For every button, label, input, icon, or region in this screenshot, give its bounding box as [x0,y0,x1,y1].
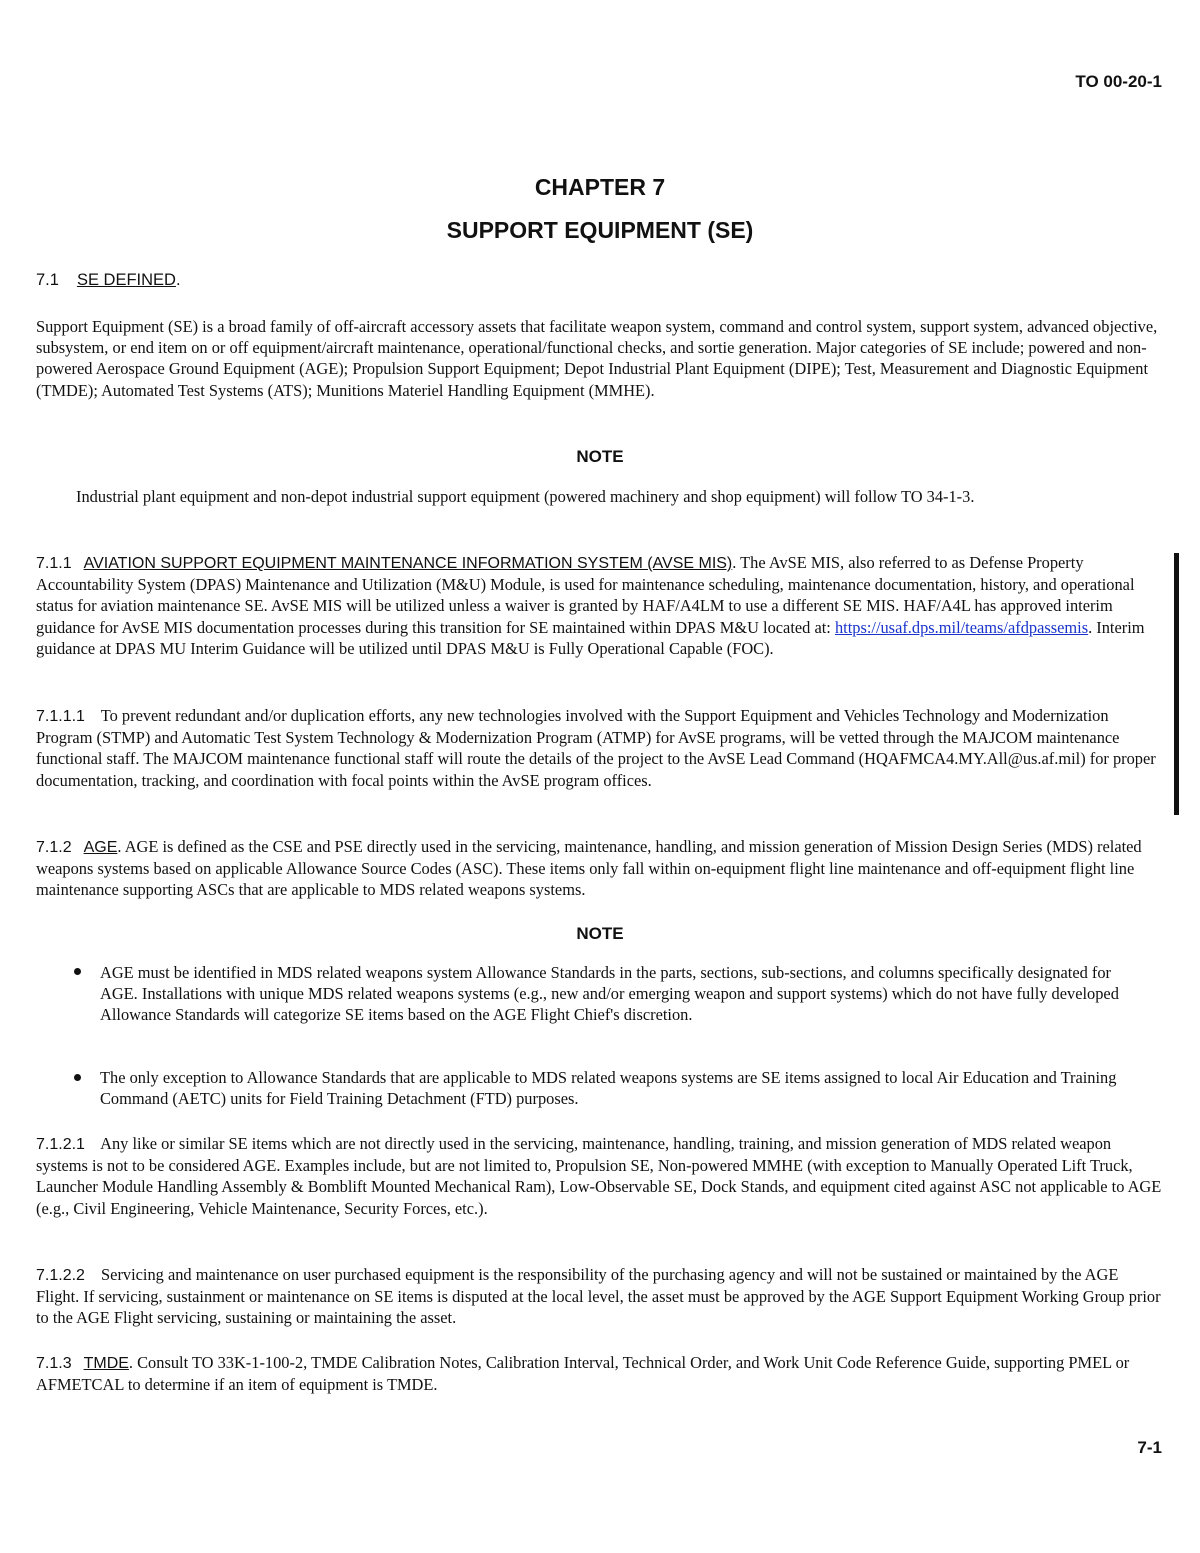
section-text: The AvSE MIS, also referred to as Defense Property Accountability System (DPAS) Maintenance and Utilization (M&U) Module, is used for maintenance scheduling, maintenance documentation, history, and operational status for aviation maintenance SE. AvSE MIS will be utilized unless a waiver is granted by HAF/A4LM to use a different SE MIS. HAF/A4L has approved interim guidance for AvSE MIS documentation processes during this transition for SE maintained within DPAS M&U located at: [36,553,1135,637]
section-7-1-3: 7.1.3 TMDE. Consult TO 33K-1-100-2, TMDE Calibration Notes, Calibration Interval, Technical Order, and Work Unit Code Reference Guide, supporting PMEL or AFMETCAL to determine if an item of equipment is TMDE. [36,1353,1130,1395]
note-bullet: The only exception to Allowance Standards that are applicable to MDS related weapons systems are SE items assigned to local Air Education and Training Command (AETC) units for Field Training Detachment (FTD) purposes. [100,1068,1117,1109]
section-number: 7.1.1 [36,555,72,572]
section-7-1-2-1 [36,1133,1162,1219]
section-7-1-2: 7.1.2 AGE. AGE is defined as the CSE and PSE directly used in the servicing, maintenance, handling, and mission generation of Mission Design Series (MDS) related weapons systems based on applicable Allowance Source Codes (ASC). These items only fall within on-equipment flight line maintenance and off-equipment flight line maintenance supporting ASCs that are applicable to MDS related weapons systems. [36,837,1142,900]
document-id: TO 00-20-1 [1075,72,1162,91]
section-number: 7.1.2.2 [36,1267,85,1284]
note-text: Industrial plant equipment and non-depot industrial support equipment (powered machinery and shop equipment) will follow TO 34-1-3. [76,487,975,506]
section-number: 7.1.3 [36,1355,72,1372]
section-7-1-heading: 7.1 SE DEFINED. [36,271,181,289]
section-text: To prevent redundant and/or duplication efforts, any new technologies involved with the Support Equipment and Vehicles Technology and Modernization Program (STMP) and Automatic Test System Technology & Modernization Program (ATMP) for AvSE programs, will be vetted through the MAJCOM maintenance functional staff. The MAJCOM maintenance functional staff will route the details of the project to the AvSE Lead Command (HQAFMCA4.MY.All@us.af.mil) for proper documentation, tracking, and coordination with focal points within the AvSE program offices. [36,706,1156,790]
section-number: 7.1.1.1 [36,708,85,725]
section-text: Servicing and maintenance on user purchased equipment is the responsibility of the purchasing agency and will not be sustained or maintained by the AGE Flight. If servicing, sustainment or maintenance on SE items is disputed at the local level, the asset must be approved by the AGE Support Equipment Working Group prior to the AGE Flight servicing, sustaining or maintaining the asset. [36,1265,1161,1328]
section-text: Consult TO 33K-1-100-2, TMDE Calibration Notes, Calibration Interval, Technical Order, and Work Unit Code Reference Guide, supporting PMEL or AFMETCAL to determine if an item of equipment is TMDE. [36,1353,1130,1395]
section-7-1-2-2 [36,1264,1162,1329]
section-number: 7.1 [36,271,59,289]
chapter-number: CHAPTER 7 [534,174,666,200]
section-7-1-1-1 [36,705,1162,791]
note-heading: NOTE [576,924,624,943]
section-number: 7.1.2.1 [36,1136,85,1153]
bullet-dot-icon [74,1074,81,1081]
section-text: AGE is defined as the CSE and PSE directly used in the servicing, maintenance, handling, and mission generation of Mission Design Series (MDS) related weapons systems based on applicable Allowance Source Codes (ASC). These items only fall within on-equipment flight line maintenance and off-equipment flight line maintenance supporting ASCs that are applicable to MDS related weapons systems. [36,837,1142,900]
section-label: AVIATION SUPPORT EQUIPMENT MAINTENANCE INFORMATION SYSTEM (AVSE MIS) [83,555,733,572]
note-bullet: AGE must be identified in MDS related weapons system Allowance Standards in the parts, sections, sub-sections, and columns specifically designated for AGE. Installations with unique MDS related weapons systems (e.g., new and/or emerging weapon and support systems) which do not have fully developed Allowance Standards will categorize SE items based on the AGE Flight Chief's discretion. [100,963,1119,1025]
section-text: Any like or similar SE items which are not directly used in the servicing, maintenance, handling, training, and mission generation of MDS related weapon systems is not to be considered AGE. Examples include, but are not limited to, Propulsion SE, Non-powered MMHE (with exception to Manually Operated Lift Truck, Launcher Module Handling Assembly & Bomblift Mounted Mechanical Ram), Low-Observable SE, Dock Stands, and equipment cited against ASC not applicable to AGE (e.g., Civil Engineering, Vehicle Maintenance, Security Forces, etc.). [36,1134,1162,1218]
page-number: 7-1 [1137,1438,1162,1457]
section-label: AGE [83,839,118,856]
chapter-title: SUPPORT EQUIPMENT (SE) [446,217,754,243]
section-7-1-1: 7.1.1 AVIATION SUPPORT EQUIPMENT MAINTENANCE INFORMATION SYSTEM (AVSE MIS). The AvSE MIS, also referred to as Defense Property Accountability System (DPAS) Maintenance and Utilization (M&U) Module, is used for maintenance scheduling, maintenance documentation, history, and operational status for aviation maintenance SE. AvSE MIS will be utilized unless a waiver is granted by HAF/A4LM to use a different SE MIS. HAF/A4L has approved interim guidance for AvSE MIS documentation processes during this transition for SE maintained within DPAS M&U located at: https://usaf.dps.mil/teams/afdpassemis. Interim guidance at DPAS MU Interim Guidance will be utilized until DPAS M&U is Fully Operational Capable (FOC). [36,553,1145,658]
section-label: TMDE [83,1355,129,1372]
section-number: 7.1.2 [36,839,72,856]
dpas-link[interactable]: https://usaf.dps.mil/teams/afdpassemis [834,617,1089,637]
section-text-continued: Interim guidance at DPAS MU Interim Guidance will be utilized until DPAS M&U is Fully Operational Capable (FOC). [36,617,1145,658]
section-label: SE DEFINED [76,271,176,289]
bullet-dot-icon [74,968,81,975]
change-bar [1174,553,1179,815]
note-heading: NOTE [576,447,624,466]
section-7-1-body: Support Equipment (SE) is a broad family of off-aircraft accessory assets that facilitate weapon system, command and control system, support system, advanced objective, subsystem, or end item on or off equipment/aircraft maintenance, operational/functional checks, and sortie generation. Major categories of SE include; powered and non-powered Aerospace Ground Equipment (AGE); Propulsion Support Equipment; Depot Industrial Plant Equipment (DIPE); Test, Measurement and Diagnostic Equipment (TMDE); Automated Test Systems (ATS); Munitions Materiel Handling Equipment (MMHE). [36,317,1158,400]
